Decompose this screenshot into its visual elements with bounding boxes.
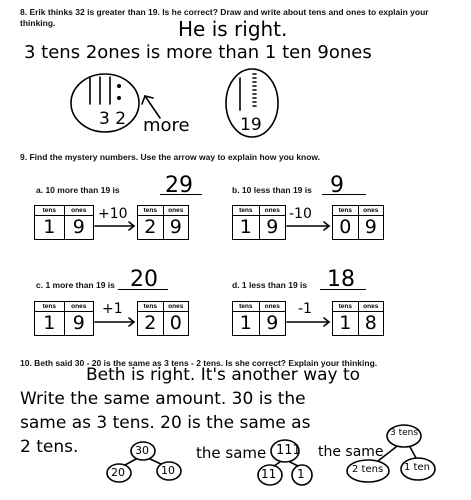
bond2-link <box>274 462 280 466</box>
tens-header: tens <box>239 303 253 310</box>
q10-prompt: 10. Beth said 30 - 20 is the same as 3 tens - 2 tens. Is she correct? Explain your thinking. <box>20 358 378 368</box>
ones-digit: 9 <box>259 216 286 239</box>
q9a-op: +10 <box>98 206 128 222</box>
bond3-top-circle <box>387 425 421 447</box>
bond3-right-circle <box>401 458 435 480</box>
ones-header: ones <box>358 206 384 215</box>
q9b-label: b. 10 less than 19 is <box>232 185 312 195</box>
q8-answer-line2: 3 tens 2ones is more than 1 ten 9ones <box>24 42 372 63</box>
q8-right-circle-number: 19 <box>240 115 262 135</box>
bond2-left: 11 <box>261 467 277 481</box>
q10-line1: Beth is right. It's another way to <box>86 365 361 385</box>
q10-same2: the same <box>318 444 384 460</box>
bond2-right: 1 <box>297 467 305 481</box>
bond1-right: 10 <box>161 464 175 477</box>
tens-header: tens <box>239 207 253 214</box>
ones-header: ones <box>64 206 94 215</box>
ones-digit: 9 <box>64 312 94 335</box>
tens-digit: 1 <box>239 216 252 238</box>
tens-digit: 1 <box>43 312 56 334</box>
q9b-answer: 9 <box>330 173 344 198</box>
ones-header: ones <box>163 206 189 215</box>
bond1-link <box>150 459 161 464</box>
tens-header: tens <box>42 207 56 214</box>
ones-digit: 9 <box>163 216 189 239</box>
q10-line2: Write the same amount. 30 is the <box>20 389 306 409</box>
bond1-left-circle <box>107 464 131 482</box>
bond3-left-circle <box>347 460 389 482</box>
q9d-op: -1 <box>298 301 312 317</box>
bond2-link <box>290 462 298 466</box>
more-arrow <box>145 96 160 118</box>
ones-header: ones <box>259 302 286 311</box>
q9d-label: d. 1 less than 19 is <box>232 280 308 290</box>
ones-digit: 9 <box>64 216 94 239</box>
one-dot <box>118 97 120 99</box>
bond2-top-circle <box>271 440 299 462</box>
ones-digit: 9 <box>259 312 286 335</box>
bond1-left: 20 <box>111 466 125 479</box>
q8-left-circle <box>71 74 139 132</box>
q9-prompt: 9. Find the mystery numbers. Use the arrow way to explain how you know. <box>20 152 321 162</box>
bond1-top-circle <box>131 442 155 460</box>
bond1-top: 30 <box>135 444 149 457</box>
tens-header: tens <box>143 207 157 214</box>
q8-right-circle <box>226 69 278 137</box>
tens-digit: 0 <box>339 216 352 238</box>
tens-digit: 1 <box>43 216 56 238</box>
ones-digit: 8 <box>358 312 384 335</box>
tens-digit: 1 <box>339 312 352 334</box>
bond2-right-circle <box>292 465 312 485</box>
tens-digit: 1 <box>239 312 252 334</box>
q9a-label: a. 10 more than 19 is <box>36 185 120 195</box>
bond2-top: 111 <box>276 443 301 458</box>
bond2-left-circle <box>258 465 282 485</box>
ones-header: ones <box>259 206 286 215</box>
q9c-label: c. 1 more than 19 is <box>36 280 115 290</box>
q10-same1: the same <box>196 444 267 462</box>
q8-more-label: more <box>143 115 190 136</box>
q9a-answer: 29 <box>165 173 193 198</box>
q9c-op: +1 <box>102 301 123 317</box>
tens-header: tens <box>42 303 56 310</box>
ones-header: ones <box>64 302 94 311</box>
bond3-top: 3 tens <box>390 428 419 438</box>
q9c-answer: 20 <box>130 267 158 292</box>
bond3-link <box>410 447 416 458</box>
ones-header: ones <box>163 302 189 311</box>
ones-digit: 0 <box>163 312 189 335</box>
bond3-right: 1 ten <box>404 462 430 473</box>
q8-left-circle-digits: 3 2 <box>99 109 127 129</box>
tens-header: tens <box>338 303 352 310</box>
tens-header: tens <box>338 207 352 214</box>
one-dot <box>118 85 120 87</box>
tens-header: tens <box>143 303 157 310</box>
bond1-right-circle <box>157 462 181 480</box>
q9b-op: -10 <box>289 206 312 222</box>
ones-digit: 9 <box>358 216 384 239</box>
bond1-link <box>125 459 136 465</box>
q8-prompt: 8. Erik thinks 32 is greater than 19. Is he correct? Draw and write about tens and ones to explain your thinking. <box>20 7 429 28</box>
q9d-answer: 18 <box>327 267 355 292</box>
bond3-left: 2 tens <box>352 464 384 475</box>
q10-line3: same as 3 tens. 20 is the same as <box>20 413 311 433</box>
ones-header: ones <box>358 302 384 311</box>
bond3-link <box>378 447 396 461</box>
tens-digit: 2 <box>144 216 157 238</box>
q8-answer-line1: He is right. <box>178 17 288 41</box>
tens-digit: 2 <box>144 312 157 334</box>
q10-line4: 2 tens. <box>20 437 79 457</box>
